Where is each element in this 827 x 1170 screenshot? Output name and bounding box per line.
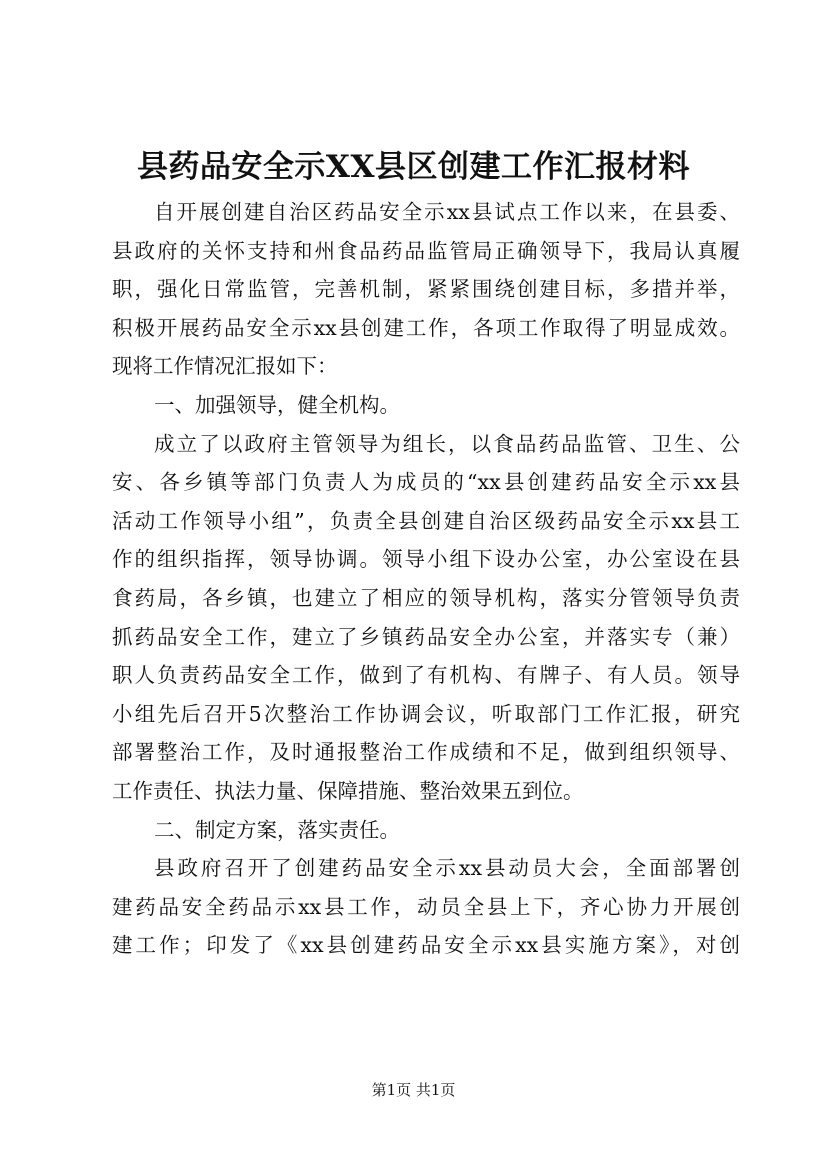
document-body	[112, 193, 740, 965]
text-line: 小组先后召开5次整治工作协调会议，听取部门工作汇报，研究	[112, 701, 740, 726]
text-line: 自开展创建自治区药品安全示xx县试点工作以来，在县委、	[154, 200, 740, 224]
text-line: 部署整治工作，及时通报整治工作成绩和不足，做到组织领导、	[112, 740, 740, 765]
text-line: 工作责任、执法力量、保障措施、整治效果五到位。	[112, 778, 584, 803]
text-line: 县政府的关怀支持和州食品药品监管局正确领导下，我局认真履	[112, 238, 740, 263]
text-line: 食药局，各乡镇，也建立了相应的领导机构，落实分管领导负责	[112, 585, 740, 610]
text-line: 职，强化日常监管，完善机制，紧紧围绕创建目标，多措并举，	[112, 277, 740, 302]
text-line: 职人负责药品安全工作，做到了有机构、有牌子、有人员。领导	[112, 663, 740, 688]
text-line: 县政府召开了创建药品安全示xx县动员大会，全面部署创	[154, 856, 740, 881]
text-line: 积极开展药品安全示xx县创建工作，各项工作取得了明显成效。	[112, 315, 740, 340]
text-line: 建药品安全药品示xx县工作，动员全县上下，齐心协力开展创	[112, 894, 740, 919]
page-footer: 第1页 共1页	[371, 1081, 456, 1099]
text-line: 作的组织指挥，领导协调。领导小组下设办公室，办公室设在县	[112, 547, 740, 572]
text-line: 抓药品安全工作，建立了乡镇药品安全办公室，并落实专（兼）	[112, 624, 740, 649]
text-line: 成立了以政府主管领导为组长，以食品药品监管、卫生、公	[154, 431, 740, 456]
text-line: 安、各乡镇等部门负责人为成员的“xx县创建药品安全示xx县	[112, 470, 740, 495]
text-line: 一、加强领导，健全机构。	[154, 392, 400, 417]
document-title: 县药品安全示XX县区创建工作汇报材料	[136, 149, 691, 185]
text-line: 活动工作领导小组”，负责全县创建自治区级药品安全示xx县工	[112, 508, 740, 533]
text-line: 建工作；印发了《xx县创建药品安全示xx县实施方案》，对创	[112, 933, 740, 958]
text-line: 现将工作情况汇报如下：	[112, 354, 338, 379]
text-line: 二、制定方案，落实责任。	[154, 817, 400, 842]
